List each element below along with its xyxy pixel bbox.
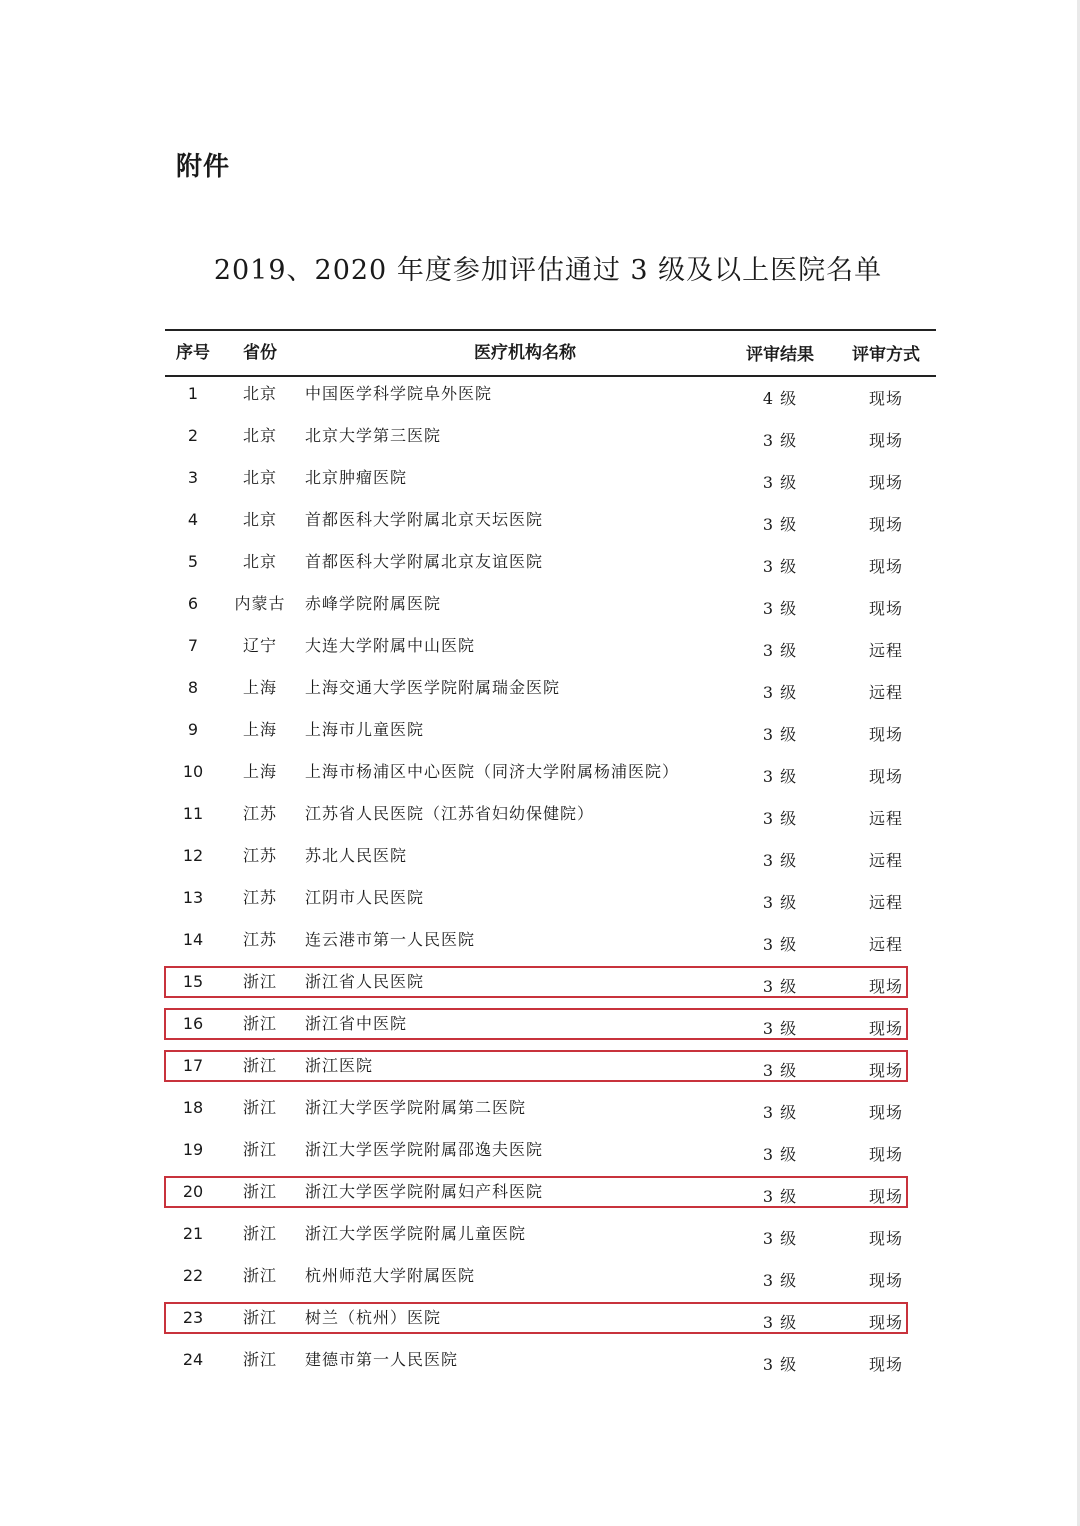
row-result: 3 级 [762,515,798,534]
row-no: 5 [187,552,199,571]
row-province: 浙江 [242,1056,277,1075]
row-name: 浙江医院 [305,1056,374,1075]
row-name: 浙江大学医学院附属第二医院 [305,1098,527,1117]
row-name: 苏北人民医院 [305,846,408,865]
header-no: 序号 [176,343,210,363]
row-mode: 现场 [868,1271,903,1290]
row-name: 北京大学第三医院 [305,426,442,445]
row-no: 20 [182,1182,204,1201]
row-province: 上海 [242,762,277,781]
row-mode: 远程 [868,935,903,954]
row-province: 江苏 [242,930,277,949]
row-mode: 远程 [868,683,903,702]
row-mode: 现场 [868,725,903,744]
row-name: 树兰（杭州）医院 [305,1308,442,1327]
header-result: 评审结果 [746,345,814,365]
row-result: 3 级 [762,977,798,996]
row-mode: 现场 [868,473,903,492]
row-province: 北京 [242,468,277,487]
row-name: 北京肿瘤医院 [305,468,408,487]
row-name: 中国医学科学院阜外医院 [305,384,493,403]
row-no: 17 [182,1056,204,1075]
table-row [165,1259,936,1301]
row-no: 22 [182,1266,204,1285]
table-row [165,965,936,1007]
table-row [165,1175,936,1217]
row-result: 3 级 [762,809,798,828]
row-no: 1 [187,384,199,403]
row-mode: 远程 [868,893,903,912]
row-mode: 现场 [868,1229,903,1248]
row-result: 3 级 [762,1229,798,1248]
row-province: 江苏 [242,888,277,907]
row-province: 浙江 [242,1098,277,1117]
row-province: 浙江 [242,1140,277,1159]
row-mode: 现场 [868,1019,903,1038]
row-no: 6 [187,594,199,613]
row-no: 18 [182,1098,204,1117]
row-result: 3 级 [762,767,798,786]
row-name: 建德市第一人民医院 [305,1350,459,1369]
table-row [165,1049,936,1091]
row-province: 上海 [242,720,277,739]
row-name: 江阴市人民医院 [305,888,425,907]
row-no: 7 [187,636,199,655]
row-result: 3 级 [762,935,798,954]
row-name: 连云港市第一人民医院 [305,930,476,949]
row-province: 浙江 [242,1350,277,1369]
row-mode: 现场 [868,1313,903,1332]
row-name: 上海市儿童医院 [305,720,425,739]
table-row [165,419,936,461]
row-no: 14 [182,930,204,949]
row-no: 16 [182,1014,204,1033]
row-no: 12 [182,846,204,865]
row-province: 北京 [242,426,277,445]
table-row [165,755,936,797]
row-result: 3 级 [762,683,798,702]
row-province: 浙江 [242,1266,277,1285]
row-name: 浙江大学医学院附属妇产科医院 [305,1182,544,1201]
row-mode: 现场 [868,389,903,408]
table-row [165,881,936,923]
row-result: 3 级 [762,641,798,660]
table-row [165,1133,936,1175]
table-row [165,1301,936,1343]
row-result: 3 级 [762,1313,798,1332]
table-row [165,461,936,503]
row-no: 24 [182,1350,204,1369]
row-name: 浙江大学医学院附属儿童医院 [305,1224,527,1243]
row-mode: 现场 [868,431,903,450]
table-row [165,1343,936,1385]
row-name: 浙江省人民医院 [305,972,425,991]
row-name: 大连大学附属中山医院 [305,636,476,655]
row-result: 4 级 [762,389,798,408]
header-province: 省份 [243,343,277,363]
table-row [165,1007,936,1049]
row-mode: 现场 [868,1145,903,1164]
row-province: 浙江 [242,1182,277,1201]
row-no: 10 [182,762,204,781]
row-result: 3 级 [762,473,798,492]
table-row [165,839,936,881]
row-province: 北京 [242,384,277,403]
header-mode: 评审方式 [852,345,920,365]
row-province: 江苏 [242,804,277,823]
row-result: 3 级 [762,851,798,870]
row-mode: 现场 [868,515,903,534]
row-result: 3 级 [762,893,798,912]
row-result: 3 级 [762,431,798,450]
row-result: 3 级 [762,1355,798,1374]
document-title: 2019、2020 年度参加评估通过 3 级及以上医院名单 [213,255,883,286]
row-province: 北京 [242,552,277,571]
row-mode: 远程 [868,809,903,828]
row-result: 3 级 [762,1061,798,1080]
row-province: 辽宁 [242,636,277,655]
table-row [165,923,936,965]
row-result: 3 级 [762,725,798,744]
row-no: 8 [187,678,199,697]
row-no: 2 [187,426,199,445]
row-no: 21 [182,1224,204,1243]
row-mode: 远程 [868,641,903,660]
row-no: 23 [182,1308,204,1327]
row-result: 3 级 [762,1187,798,1206]
row-mode: 远程 [868,851,903,870]
row-name: 浙江大学医学院附属邵逸夫医院 [305,1140,544,1159]
attachment-label: 附件 [176,152,231,182]
row-result: 3 级 [762,557,798,576]
row-mode: 现场 [868,1103,903,1122]
row-result: 3 级 [762,599,798,618]
table-row [165,503,936,545]
row-result: 3 级 [762,1145,798,1164]
table-row [165,587,936,629]
row-province: 内蒙古 [234,594,286,613]
row-name: 赤峰学院附属医院 [305,594,442,613]
row-mode: 现场 [868,1061,903,1080]
row-province: 浙江 [242,1014,277,1033]
row-name: 首都医科大学附属北京天坛医院 [305,510,544,529]
table-row [165,377,936,419]
row-no: 19 [182,1140,204,1159]
row-province: 上海 [242,678,277,697]
row-name: 上海市杨浦区中心医院（同济大学附属杨浦医院） [305,762,680,781]
row-province: 浙江 [242,1224,277,1243]
row-no: 3 [187,468,199,487]
row-name: 首都医科大学附属北京友谊医院 [305,552,544,571]
table-row [165,797,936,839]
row-no: 9 [187,720,199,739]
row-mode: 现场 [868,767,903,786]
header-name: 医疗机构名称 [474,343,576,363]
row-mode: 现场 [868,557,903,576]
table-row [165,1091,936,1133]
row-result: 3 级 [762,1271,798,1290]
row-no: 11 [182,804,204,823]
row-no: 15 [182,972,204,991]
row-name: 浙江省中医院 [305,1014,408,1033]
row-mode: 现场 [868,977,903,996]
table-row [165,629,936,671]
row-result: 3 级 [762,1019,798,1038]
row-result: 3 级 [762,1103,798,1122]
row-name: 江苏省人民医院（江苏省妇幼保健院） [305,804,595,823]
row-province: 浙江 [242,972,277,991]
row-no: 4 [187,510,199,529]
table-row [165,545,936,587]
row-mode: 现场 [868,1355,903,1374]
table-header-row [165,331,936,375]
row-mode: 现场 [868,599,903,618]
row-name: 上海交通大学医学院附属瑞金医院 [305,678,561,697]
table-row [165,671,936,713]
row-province: 北京 [242,510,277,529]
row-mode: 现场 [868,1187,903,1206]
table-row [165,1217,936,1259]
table-row [165,713,936,755]
row-name: 杭州师范大学附属医院 [305,1266,476,1285]
row-province: 浙江 [242,1308,277,1327]
row-province: 江苏 [242,846,277,865]
row-no: 13 [182,888,204,907]
